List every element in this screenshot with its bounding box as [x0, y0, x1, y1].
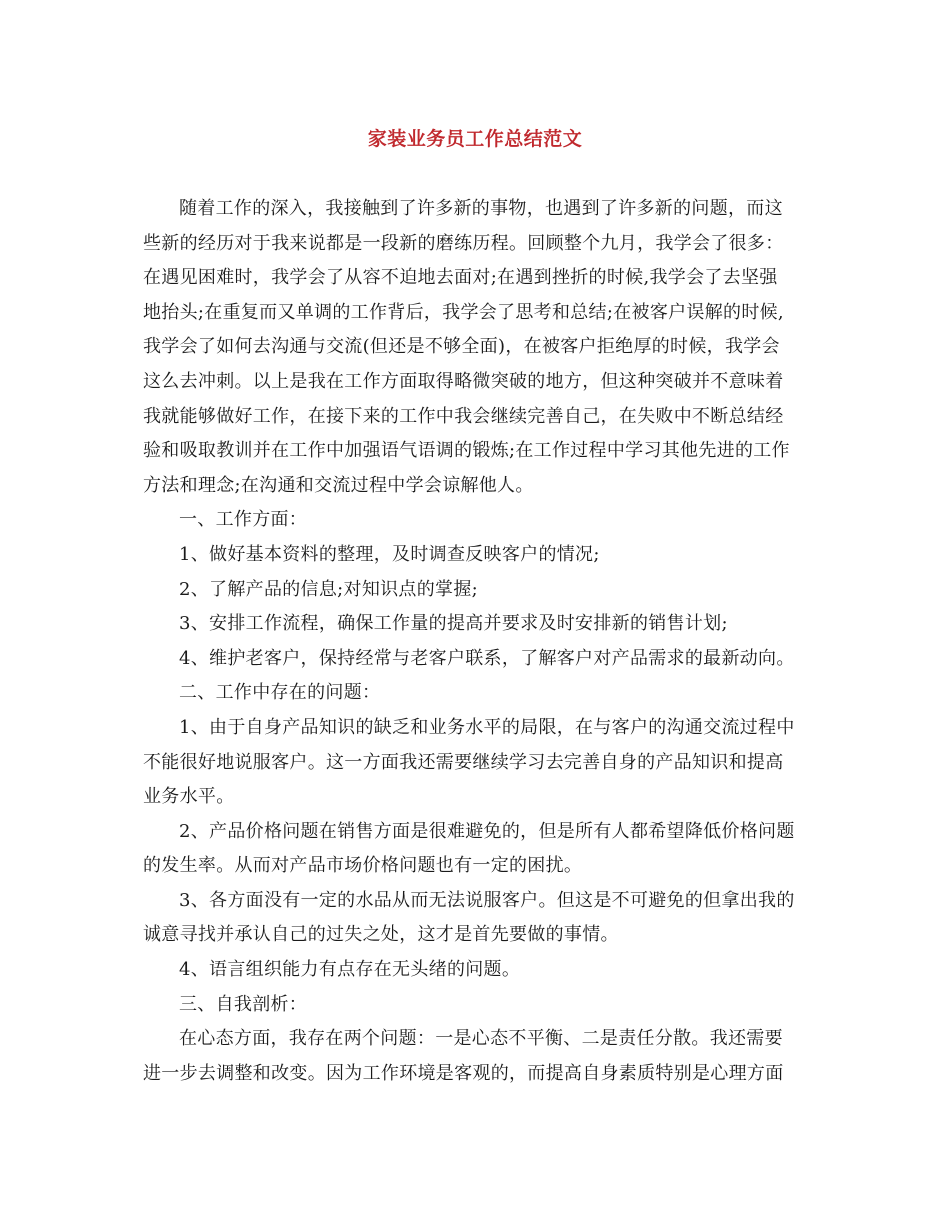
document-body	[143, 192, 807, 1091]
text-line: 进一步去调整和改变。因为工作环境是客观的，而提高自身素质特别是心理方面	[143, 1062, 784, 1084]
text-line: 1、由于自身产品知识的缺乏和业务水平的局限，在与客户的沟通交流过程中	[179, 716, 795, 738]
text-line: 1、做好基本资料的整理，及时调查反映客户的情况;	[179, 543, 600, 565]
text-line: 方法和理念;在沟通和交流过程中学会谅解他人。	[143, 474, 534, 496]
text-line: 一、工作方面：	[179, 509, 308, 531]
text-line: 我学会了如何去沟通与交流(但还是不够全面)，在被客户拒绝厚的时候，我学会	[143, 336, 780, 358]
text-line: 验和吸取教训并在工作中加强语气语调的锻炼;在工作过程中学习其他先进的工作	[143, 440, 790, 462]
document-title: 家装业务员工作总结范文	[367, 128, 583, 150]
text-line: 4、语言组织能力有点存在无头绪的问题。	[179, 959, 521, 981]
text-line: 业务水平。	[143, 786, 235, 808]
text-line: 4、维护老客户，保持经常与老客户联系，了解客户对产品需求的最新动向。	[179, 647, 795, 669]
text-line: 我就能够做好工作，在接下来的工作中我会继续完善自己，在失败中不断总结经	[143, 405, 784, 427]
text-line: 诚意寻找并承认自己的过失之处，这才是首先要做的事情。	[143, 924, 619, 946]
text-line: 的发生率。从而对产品市场价格问题也有一定的困扰。	[143, 855, 583, 877]
text-line: 在心态方面，我存在两个问题：一是心态不平衡、二是责任分散。我还需要	[179, 1028, 783, 1050]
text-line: 不能很好地说服客户。这一方面我还需要继续学习去完善自身的产品知识和提高	[143, 751, 784, 773]
text-line: 2、了解产品的信息;对知识点的掌握;	[179, 578, 478, 600]
text-line: 地抬头;在重复而又单调的工作背后，我学会了思考和总结;在被客户误解的时候,	[143, 301, 784, 323]
text-line: 些新的经历对于我来说都是一段新的磨练历程。回顾整个九月，我学会了很多：	[143, 232, 784, 254]
text-line: 二、工作中存在的问题：	[179, 682, 381, 704]
text-line: 随着工作的深入，我接触到了许多新的事物，也遇到了许多新的问题，而这	[179, 198, 783, 219]
text-line: 2、产品价格问题在销售方面是很难避免的，但是所有人都希望降低价格问题	[179, 820, 795, 842]
text-line: 三、自我剖析：	[179, 993, 308, 1015]
text-line: 这么去冲刺。以上是我在工作方面取得略微突破的地方，但这种突破并不意味着	[143, 370, 784, 392]
text-line: 在遇见困难时，我学会了从容不迫地去面对;在遇到挫折的时候,我学会了去坚强	[143, 267, 778, 289]
text-line: 3、各方面没有一定的水品从而无法说服客户。但这是不可避免的但拿出我的	[179, 889, 795, 911]
text-line: 3、安排工作流程，确保工作量的提高并要求及时安排新的销售计划;	[179, 613, 728, 635]
